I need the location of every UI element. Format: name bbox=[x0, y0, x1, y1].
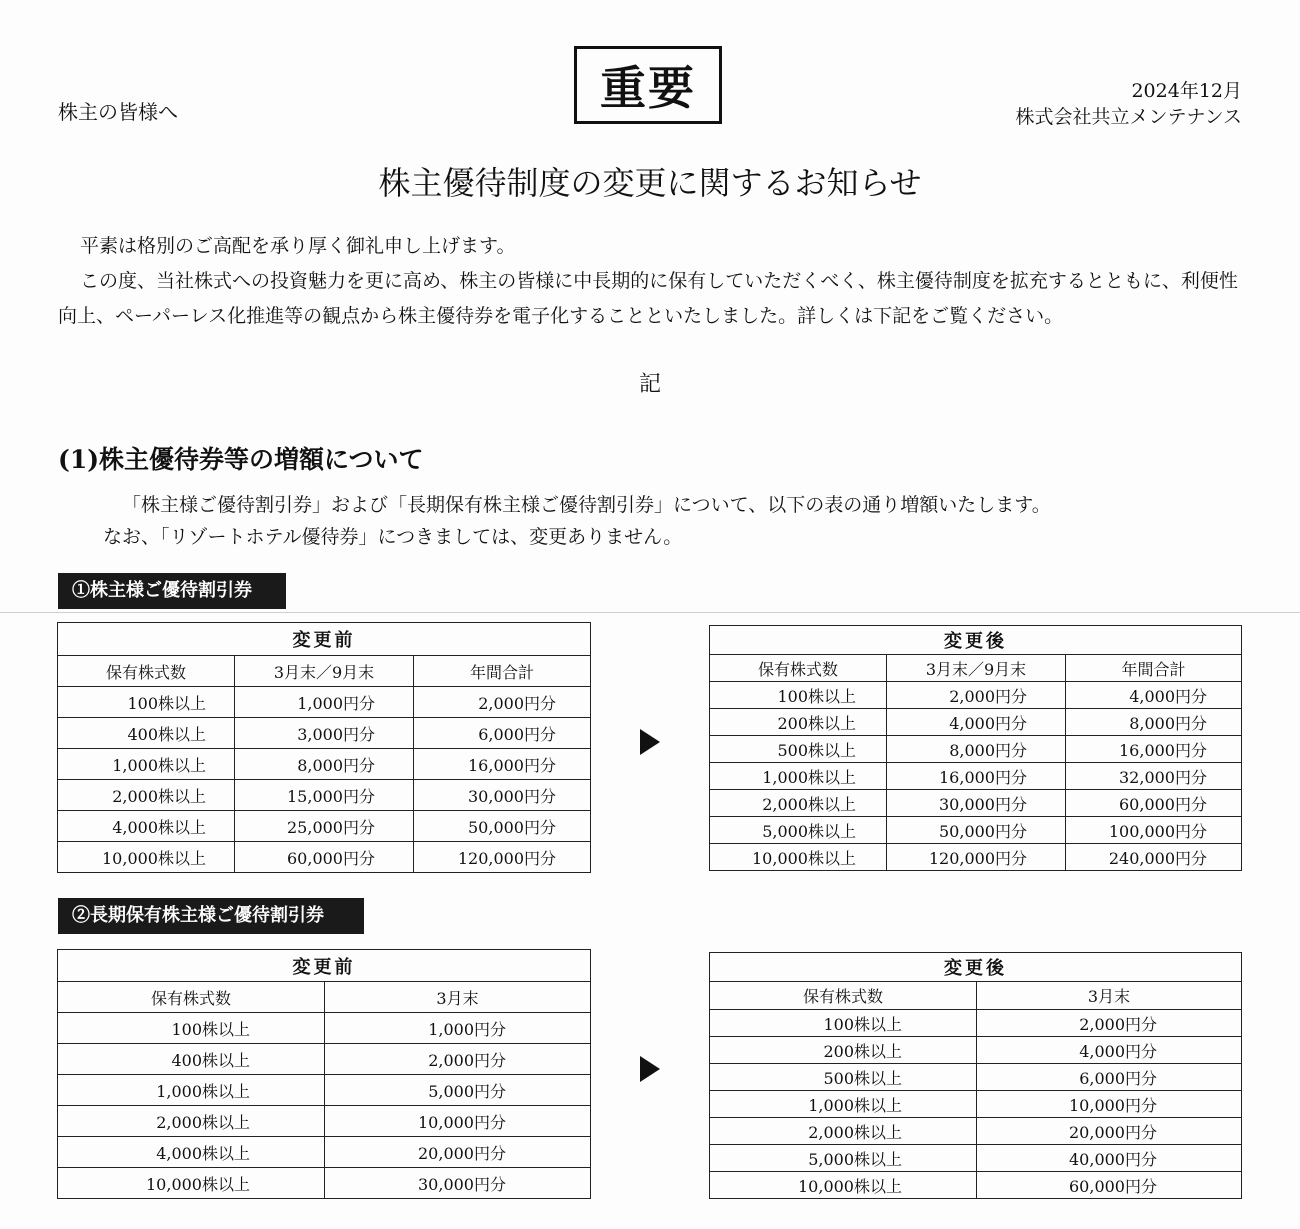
amount-cell: 30,000円分 bbox=[414, 780, 591, 811]
amount-cell: 8,000円分 bbox=[1066, 709, 1242, 736]
shares-cell: 1,000株以上 bbox=[710, 1091, 977, 1118]
shares-cell: 200株以上 bbox=[710, 709, 887, 736]
shares-cell: 5,000株以上 bbox=[710, 817, 887, 844]
section-heading: (1)株主優待券等の増額について bbox=[58, 445, 424, 474]
table-row bbox=[58, 1168, 591, 1199]
table-row bbox=[58, 687, 591, 718]
amount-cell: 5,000円分 bbox=[325, 1075, 591, 1106]
amount-cell: 6,000円分 bbox=[414, 718, 591, 749]
table-row bbox=[58, 780, 591, 811]
page-title: 株主優待制度の変更に関するお知らせ bbox=[378, 164, 922, 202]
section-note-2: なお、「リゾートホテル優待券」につきましては、変更ありません。 bbox=[103, 526, 683, 548]
column-header: 3月末 bbox=[977, 982, 1242, 1010]
shares-cell: 400株以上 bbox=[58, 1044, 325, 1075]
intro-paragraph-2: この度、当社株式への投資魅力を更に高め、株主の皆様に中長期的に保有していただくべく、株主優待制度を拡充するとともに、利便性向上、ペーパーレス化推進等の観点から株主優待券を電子化することといたしました。詳しくは下記をご覧ください。 bbox=[58, 270, 1238, 327]
amount-cell: 1,000円分 bbox=[235, 687, 414, 718]
amount-cell: 3,000円分 bbox=[235, 718, 414, 749]
table-row bbox=[710, 763, 1242, 790]
table-row bbox=[58, 718, 591, 749]
table-row bbox=[58, 749, 591, 780]
table-row bbox=[710, 817, 1242, 844]
table-row bbox=[710, 1037, 1242, 1064]
amount-cell: 16,000円分 bbox=[1066, 736, 1242, 763]
shares-cell: 100株以上 bbox=[710, 682, 887, 709]
shares-cell: 100株以上 bbox=[710, 1010, 977, 1037]
table-row bbox=[710, 1118, 1242, 1145]
amount-cell: 16,000円分 bbox=[887, 763, 1066, 790]
table-row bbox=[710, 844, 1242, 871]
table-caption: 変更後 bbox=[710, 626, 1242, 655]
table-row bbox=[710, 1010, 1242, 1037]
shares-cell: 2,000株以上 bbox=[710, 1118, 977, 1145]
shares-cell: 10,000株以上 bbox=[58, 842, 235, 873]
amount-cell: 2,000円分 bbox=[887, 682, 1066, 709]
ki-marker: 記 bbox=[638, 372, 661, 397]
amount-cell: 8,000円分 bbox=[235, 749, 414, 780]
table-row bbox=[710, 1172, 1242, 1199]
table-row bbox=[58, 1075, 591, 1106]
arrow-icon bbox=[640, 1056, 660, 1082]
amount-cell: 120,000円分 bbox=[887, 844, 1066, 871]
company-name: 株式会社共立メンテナンス bbox=[1015, 106, 1242, 128]
shares-cell: 100株以上 bbox=[58, 1013, 325, 1044]
paper-fold-line bbox=[0, 612, 1300, 613]
table1-label: ①株主様ご優待割引券 bbox=[58, 573, 286, 609]
amount-cell: 4,000円分 bbox=[977, 1037, 1242, 1064]
table-row bbox=[58, 1044, 591, 1075]
table-row bbox=[710, 1064, 1242, 1091]
amount-cell: 10,000円分 bbox=[325, 1106, 591, 1137]
amount-cell: 40,000円分 bbox=[977, 1145, 1242, 1172]
shares-cell: 4,000株以上 bbox=[58, 811, 235, 842]
amount-cell: 20,000円分 bbox=[325, 1137, 591, 1168]
column-header: 保有株式数 bbox=[710, 982, 977, 1010]
table2-label: ②長期保有株主様ご優待割引券 bbox=[58, 898, 364, 934]
shares-cell: 100株以上 bbox=[58, 687, 235, 718]
amount-cell: 8,000円分 bbox=[887, 736, 1066, 763]
amount-cell: 240,000円分 bbox=[1066, 844, 1242, 871]
shares-cell: 5,000株以上 bbox=[710, 1145, 977, 1172]
amount-cell: 60,000円分 bbox=[235, 842, 414, 873]
amount-cell: 2,000円分 bbox=[977, 1010, 1242, 1037]
shares-cell: 2,000株以上 bbox=[58, 780, 235, 811]
shares-cell: 500株以上 bbox=[710, 736, 887, 763]
shares-cell: 1,000株以上 bbox=[58, 749, 235, 780]
shares-cell: 400株以上 bbox=[58, 718, 235, 749]
shares-cell: 4,000株以上 bbox=[58, 1137, 325, 1168]
table2-before bbox=[57, 949, 591, 1199]
arrow-icon bbox=[640, 729, 660, 755]
table2-after bbox=[709, 952, 1242, 1199]
amount-cell: 16,000円分 bbox=[414, 749, 591, 780]
column-header: 保有株式数 bbox=[710, 655, 887, 682]
amount-cell: 15,000円分 bbox=[235, 780, 414, 811]
section-note-1: 「株主様ご優待割引券」および「長期保有株主様ご優待割引券」について、以下の表の通り増額いたします。 bbox=[122, 494, 1051, 516]
issue-date: 2024年12月 bbox=[1131, 80, 1242, 102]
amount-cell: 32,000円分 bbox=[1066, 763, 1242, 790]
table-caption: 変更前 bbox=[58, 623, 591, 656]
amount-cell: 50,000円分 bbox=[887, 817, 1066, 844]
amount-cell: 60,000円分 bbox=[1066, 790, 1242, 817]
column-header: 3月末／9月末 bbox=[887, 655, 1066, 682]
table-row bbox=[58, 811, 591, 842]
table-row bbox=[58, 842, 591, 873]
table-row bbox=[58, 1013, 591, 1044]
amount-cell: 10,000円分 bbox=[977, 1091, 1242, 1118]
table-row bbox=[58, 1106, 591, 1137]
amount-cell: 4,000円分 bbox=[1066, 682, 1242, 709]
amount-cell: 30,000円分 bbox=[887, 790, 1066, 817]
shares-cell: 2,000株以上 bbox=[58, 1106, 325, 1137]
shares-cell: 200株以上 bbox=[710, 1037, 977, 1064]
amount-cell: 30,000円分 bbox=[325, 1168, 591, 1199]
column-header: 年間合計 bbox=[414, 656, 591, 687]
shares-cell: 10,000株以上 bbox=[58, 1168, 325, 1199]
amount-cell: 60,000円分 bbox=[977, 1172, 1242, 1199]
column-header: 保有株式数 bbox=[58, 982, 325, 1013]
amount-cell: 100,000円分 bbox=[1066, 817, 1242, 844]
intro-paragraph-1: 平素は格別のご高配を承り厚く御礼申し上げます。 bbox=[80, 235, 516, 257]
shares-cell: 500株以上 bbox=[710, 1064, 977, 1091]
table-row bbox=[710, 1145, 1242, 1172]
addressee: 株主の皆様へ bbox=[58, 100, 178, 124]
table-row bbox=[710, 709, 1242, 736]
column-header: 保有株式数 bbox=[58, 656, 235, 687]
shares-cell: 1,000株以上 bbox=[58, 1075, 325, 1106]
shares-cell: 10,000株以上 bbox=[710, 844, 887, 871]
shares-cell: 2,000株以上 bbox=[710, 790, 887, 817]
shares-cell: 1,000株以上 bbox=[710, 763, 887, 790]
amount-cell: 2,000円分 bbox=[414, 687, 591, 718]
important-stamp: 重要 bbox=[574, 46, 722, 124]
table-row bbox=[710, 736, 1242, 763]
amount-cell: 25,000円分 bbox=[235, 811, 414, 842]
shares-cell: 10,000株以上 bbox=[710, 1172, 977, 1199]
table1-after bbox=[709, 625, 1242, 871]
column-header: 年間合計 bbox=[1066, 655, 1242, 682]
table1-before bbox=[57, 622, 591, 873]
table-caption: 変更後 bbox=[710, 953, 1242, 982]
table-row bbox=[710, 682, 1242, 709]
table-row bbox=[710, 1091, 1242, 1118]
amount-cell: 2,000円分 bbox=[325, 1044, 591, 1075]
amount-cell: 50,000円分 bbox=[414, 811, 591, 842]
column-header: 3月末／9月末 bbox=[235, 656, 414, 687]
amount-cell: 4,000円分 bbox=[887, 709, 1066, 736]
amount-cell: 120,000円分 bbox=[414, 842, 591, 873]
table-caption: 変更前 bbox=[58, 950, 591, 982]
column-header: 3月末 bbox=[325, 982, 591, 1013]
table-row bbox=[58, 1137, 591, 1168]
amount-cell: 20,000円分 bbox=[977, 1118, 1242, 1145]
amount-cell: 6,000円分 bbox=[977, 1064, 1242, 1091]
amount-cell: 1,000円分 bbox=[325, 1013, 591, 1044]
table-row bbox=[710, 790, 1242, 817]
